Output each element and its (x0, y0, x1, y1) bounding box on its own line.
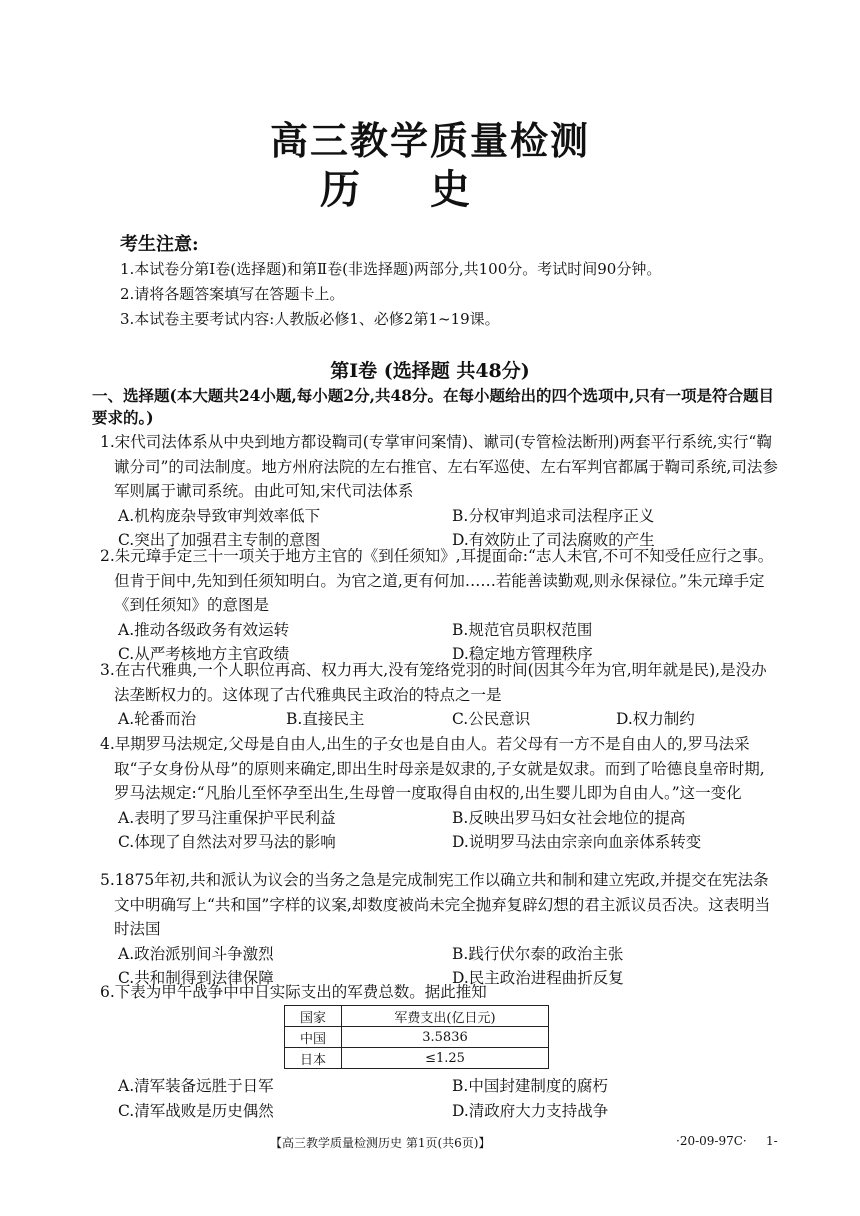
question-1 (100, 430, 780, 553)
option-a: A.轮番而治 (118, 710, 197, 728)
option-c: C.共和制得到法律保障 (118, 969, 274, 987)
notice-item: 2.请将各题答案填写在答题卡上。 (120, 285, 345, 303)
question-6-options (100, 1074, 780, 1123)
question-3 (100, 658, 780, 732)
exam-title: 高三教学质量检测 (269, 118, 590, 163)
option-c: C.公民意识 (452, 710, 531, 728)
question-stem: 6.下表为甲午战争中中日实际支出的军费总数。据此推知 (100, 983, 487, 1001)
question-stem: 4.早期罗马法规定,父母是自由人,出生的子女也是自由人。若父母有一方不是自由人的,罗马法采取“子女身份从母”的原则来确定,即出生时母亲是奴隶的,子女就是奴隶。而到了哈德良皇帝时期,罗马法规定:“凡胎儿至怀孕至出生,生母曾一度取得自由权的,出生婴儿即为自由人。”这一变化 (100, 735, 765, 802)
question-2 (100, 544, 780, 667)
option-d: D.清政府大力支持战争 (452, 1101, 609, 1120)
footer-page-number: 1- (766, 1134, 778, 1148)
table-cell: ≤1.25 (342, 1048, 549, 1069)
option-d: D.民主政治进程曲折反复 (452, 969, 624, 987)
option-c: C.体现了自然法对罗马法的影响 (118, 833, 336, 851)
table-header: 国家 (285, 1006, 342, 1027)
option-a: A.清军装备远胜于日军 (118, 1077, 274, 1095)
option-d: D.权力制约 (616, 710, 695, 728)
option-b: B.反映出罗马妇女社会地位的提高 (452, 808, 686, 827)
option-d: D.说明罗马法由宗亲向血亲体系转变 (452, 833, 702, 851)
table-cell: 3.5836 (342, 1027, 549, 1048)
option-a: A.表明了罗马注重保护平民利益 (118, 808, 336, 827)
table-header-row (285, 1006, 549, 1027)
notice-item: 3.本试卷主要考试内容:人教版必修1、必修2第1~19课。 (120, 310, 500, 328)
question-stem: 1.宋代司法体系从中央到地方都设鞫司(专掌审问案情)、谳司(专管检法断刑)两套平行系统,实行“鞫谳分司”的司法制度。地方州府法院的左右推官、左右军巡使、左右军判官都属于鞫司系统,司法参军则属于谳司系统。由此可知,宋代司法体系 (100, 433, 778, 500)
option-b: B.规范官员职权范围 (452, 620, 593, 639)
question-5 (100, 868, 780, 991)
question-stem: 3.在古代雅典,一个人职位再高、权力再大,没有笼络党羽的时间(因其今年为官,明年就是民),是没办法垄断权力的。这体现了古代雅典民主政治的特点之一是 (100, 661, 767, 704)
question-stem: 2.朱元璋手定三十一项关于地方主官的《到任须知》,耳提面命:“志人未官,不可不知受任应行之事。但肯于间中,先知到任须知明白。为官之道,更有何加……若能善读勤观,则永保禄位。”朱元璋手定《到任须知》的意图是 (100, 547, 774, 614)
question-6 (100, 980, 780, 1005)
footer-page-info: 【高三教学质量检测历史 第1页(共6页)】 (270, 1136, 491, 1150)
notice-heading: 考生注意: (120, 234, 199, 255)
question-stem: 5.1875年初,共和派认为议会的当务之急是完成制宪工作以确立共和制和建立宪政,并提交在宪法条文中明确写上“共和国”字样的议案,却数度被尚未完全抛弃复辟幻想的君主派议员否决。这表明当时法国 (100, 871, 771, 938)
option-c: C.清军战败是历史偶然 (118, 1101, 274, 1120)
table-row (285, 1027, 549, 1048)
option-b: B.分权审判追求司法程序正义 (452, 506, 655, 525)
option-a: A.机构庞杂导致审判效率低下 (118, 506, 321, 525)
question-4 (100, 732, 780, 855)
option-c: C.突出了加强君主专制的意图 (118, 531, 321, 549)
table-cell: 中国 (285, 1027, 342, 1048)
subject-title: 历史 (320, 166, 540, 213)
notice-item: 1.本试卷分第Ⅰ卷(选择题)和第Ⅱ卷(非选择题)两部分,共100分。考试时间90分钟。 (120, 260, 662, 278)
option-c: C.从严考核地方主官政绩 (118, 645, 290, 663)
option-b: B.直接民主 (286, 710, 365, 728)
option-b: B.践行伏尔泰的政治主张 (452, 944, 624, 963)
option-a: A.政治派别间斗争激烈 (118, 944, 274, 963)
table-header: 军费支出(亿日元) (342, 1006, 549, 1027)
option-d: D.有效防止了司法腐败的产生 (452, 531, 655, 549)
military-expense-table (284, 1005, 549, 1069)
instructions: 一、选择题(本大题共24小题,每小题2分,共48分。在每小题给出的四个选项中,只有一项是符合题目要求的。) (92, 386, 774, 427)
table-row (285, 1048, 549, 1069)
section-title: 第Ⅰ卷 (选择题 共48分) (330, 360, 530, 382)
option-a: A.推动各级政务有效运转 (118, 620, 290, 639)
table-cell: 日本 (285, 1048, 342, 1069)
footer-code: ·20-09-97C· (676, 1134, 747, 1148)
option-d: D.稳定地方管理秩序 (452, 645, 593, 663)
option-b: B.中国封建制度的腐朽 (452, 1077, 608, 1095)
